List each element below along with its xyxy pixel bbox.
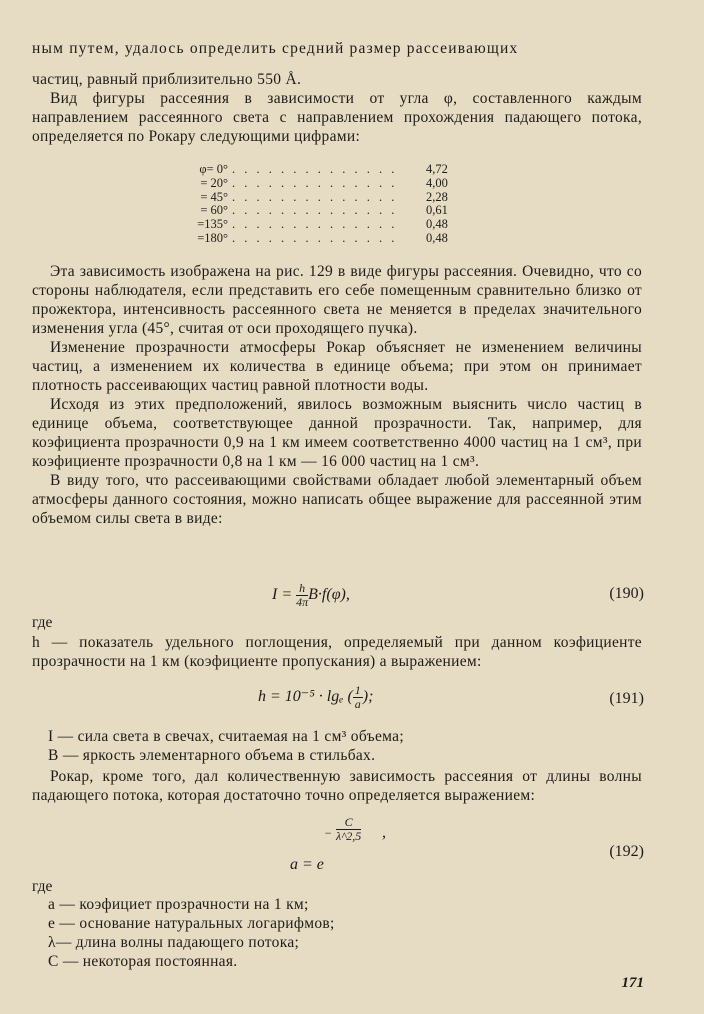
paragraph-particle-size: частиц, равный приблизительно 550 Å. (32, 71, 302, 88)
table-row: φ= 0° . . . . . . . . . . . . . . 4,72 (199, 162, 448, 176)
definition-e: e — основание натуральных логарифмов; (48, 915, 335, 932)
paragraph-general-expression: В виду того, что рассеивающими свойствами обладает любой элементарный объем атмосферы данного состояния, можно написать общее выражение для рассеянной этим объемом силы света в виде: (32, 472, 642, 527)
equation-number-191: (191) (609, 690, 644, 707)
definition-I: I — сила света в свечах, считаемая на 1 см³ объема; (48, 728, 404, 745)
paragraph-particle-count: Исходя из этих предположений, явилось возможным выяснить число частиц в единице объема, соответствующее данной прозрачности. Так, например, для коэфициента прозрачности 0,9 на 1 км имеем соответственно 4000 частиц на 1 см³, при коэфициенте прозрачности 0,8 на 1 км — 16 000 частиц на 1 см³. (32, 396, 642, 470)
where-label-2: где (32, 878, 53, 895)
definition-C: C — некоторая постоянная. (48, 953, 238, 970)
paragraph-wavelength: Рокар, кроме того, дал количественную зависимость рассеяния от длины волны падающего потока, которая достаточно точно определяется выражением: (32, 768, 642, 804)
definition-B: B — яркость элементарного объема в стильбах. (48, 747, 376, 764)
table-row: = 45° . . . . . . . . . . . . . . 2,28 (200, 189, 448, 204)
equation-190: I = $\frac{h}{4\pi}$ B·f(φ), (272, 581, 350, 609)
definition-lambda: λ— длина волны падающего потока; (48, 934, 300, 951)
equation-number-190: (190) (609, 585, 644, 602)
book-page: ным путем, удалось определить средний размер рассеивающих частиц, равный приблизительно 550 Å. Вид фигуры рассеяния в зависимости от угла φ, составленного каждым направлением рассеянного света с направлением прохождения падающего потока, определяется по Рокару следующими цифрами: φ= 0° . . . . . . . . . . . . . . 4,72 = 20° . . . . . . . . . . . . . . 4,00 = 45° . . . . . . . . . . . . . . 2,28 = 60° . . . . . . . . . . . . . . 0,61 =135° . . . . . . . . . . . . . . 0,48 =180° . . . . . . . . . . . . . . 0,48 Эта зависимость изображена на рис. 129 в виде фигуры рассеяния. Очевидно, что со стороны наблюдателя, если представить его себе помещенным сравнительно близко от прожектора, интенсивность рассеянного света не меняется в пределах значительного изменения угла (45°, считая от оси проходящего пучка). Изменение прозрачности атмосферы Рокар объясняет не изменением величины частиц, а изменением их количества в единице объема; при этом он принимает плотность рассеивающих частиц равной плотности воды. Исходя из этих предположений, явилось возможным выяснить число частиц в единице объема, соответствующее данной прозрачности. Так, например, для коэфициента прозрачности 0,9 на 1 км имеем соответственно 4000 частиц на 1 см³, при коэфициенте прозрачности 0,8 на 1 км — 16 000 частиц на 1 см³. В виду того, что рассеивающими свойствами обладает любой элементарный объем атмосферы данного состояния, можно написать общее выражение для рассеянной этим объемом силы света в виде: I = $\frac{h}{4\pi}$ B·f(φ), (190) где h — показатель удельного поглощения, определяемый при данном коэфициенте прозрачности на 1 км (коэфициенте пропускания) a выражением: h = 10⁻⁵ · lgₑ ( $\frac{1}{a}$ ); (191) I — сила света в свечах, считаемая на 1 см³ объема; B — яркость элементарного объема в стильбах. Рокар, кроме того, дал количественную зависимость рассеяния от длины волны падающего потока, которая достаточно точно определяется выражением: $\frac{C}{\lambda\^{}2,5}$ − a = e , (192) где a — коэфициет прозрачности на 1 км; e — основание натуральных логарифмов; λ— длина волны падающего потока; C — некоторая постоянная. 171 (32, 40, 644, 991)
table-row: =135° . . . . . . . . . . . . . . 0,48 (197, 217, 448, 232)
text-block-3 (32, 767, 642, 805)
paragraph-transparency: Изменение прозрачности атмосферы Рокар объясняет не изменением величины частиц, а изменением их количества в единице объема; при этом он принимает плотность рассеивающих частиц равной плотности воды. (32, 339, 642, 394)
definition-h: h — показатель удельного поглощения, определяемый при данном коэфициенте прозрачности на 1 км (коэфициенте пропускания) a выражением: (32, 634, 642, 670)
text-block-1 (32, 70, 642, 146)
text-block-2 (32, 262, 642, 528)
table-row: = 20° . . . . . . . . . . . . . . 4,00 (200, 175, 448, 190)
definition-a: a — коэфициет прозрачности на 1 км; (48, 896, 309, 913)
paragraph-scattering-figure: Вид фигуры рассеяния в зависимости от угла φ, составленного каждым направлением рассеянного света с направлением прохождения падающего потока, определяется по Рокару следующими цифрами: (32, 90, 642, 145)
text-line-continuation: ным путем, удалось определить средний размер рассеивающих (32, 40, 519, 57)
scattering-table (172, 163, 462, 246)
where-label: где (32, 614, 53, 631)
equation-191: h = 10⁻⁵ · lgₑ ( $\frac{1}{a}$ ); (258, 683, 374, 711)
page-number: 171 (621, 975, 644, 991)
equation-number-192: (192) (609, 843, 644, 860)
table-row: =180° . . . . . . . . . . . . . . 0,48 (197, 230, 448, 245)
table-row: = 60° . . . . . . . . . . . . . . 0,61 (200, 203, 448, 218)
paragraph-dependency: Эта зависимость изображена на рис. 129 в виде фигуры рассеяния. Очевидно, что со стороны наблюдателя, если представить его себе помещенным сравнительно близко от прожектора, интенсивность рассеянного света не меняется в пределах значительного изменения угла (45°, считая от оси проходящего пучка). (32, 263, 642, 337)
